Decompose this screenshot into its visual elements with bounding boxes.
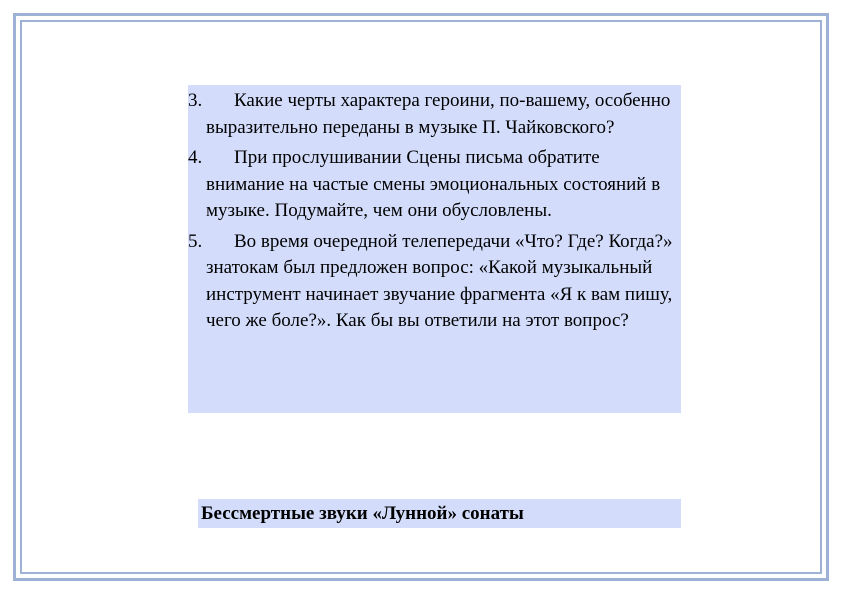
question-item xyxy=(188,229,681,335)
questions-block xyxy=(188,85,681,413)
question-number: 4. xyxy=(188,147,203,168)
question-item xyxy=(188,88,681,141)
question-number: 3. xyxy=(188,90,203,111)
section-title: Бессмертные звуки «Лунной» сонаты xyxy=(198,499,681,528)
question-text: Какие черты характера героини, по-вашему, особенно выразительно переданы в музыке П. Чайковского? xyxy=(206,90,671,138)
question-text: Во время очередной телепередачи «Что? Где? Когда?» знатокам был предложен вопрос: «Какой музыкальный инструмент начинает звучание фрагмента «Я к вам пишу, чего же боле?». Как бы вы ответили на этот вопрос? xyxy=(206,230,673,331)
question-number: 5. xyxy=(188,230,203,252)
question-text: При прослушивании Сцены письма обратите внимание на частые смены эмоциональных состояний в музыке. Подумайте, чем они обусловлены. xyxy=(206,147,661,221)
question-item xyxy=(188,145,681,225)
